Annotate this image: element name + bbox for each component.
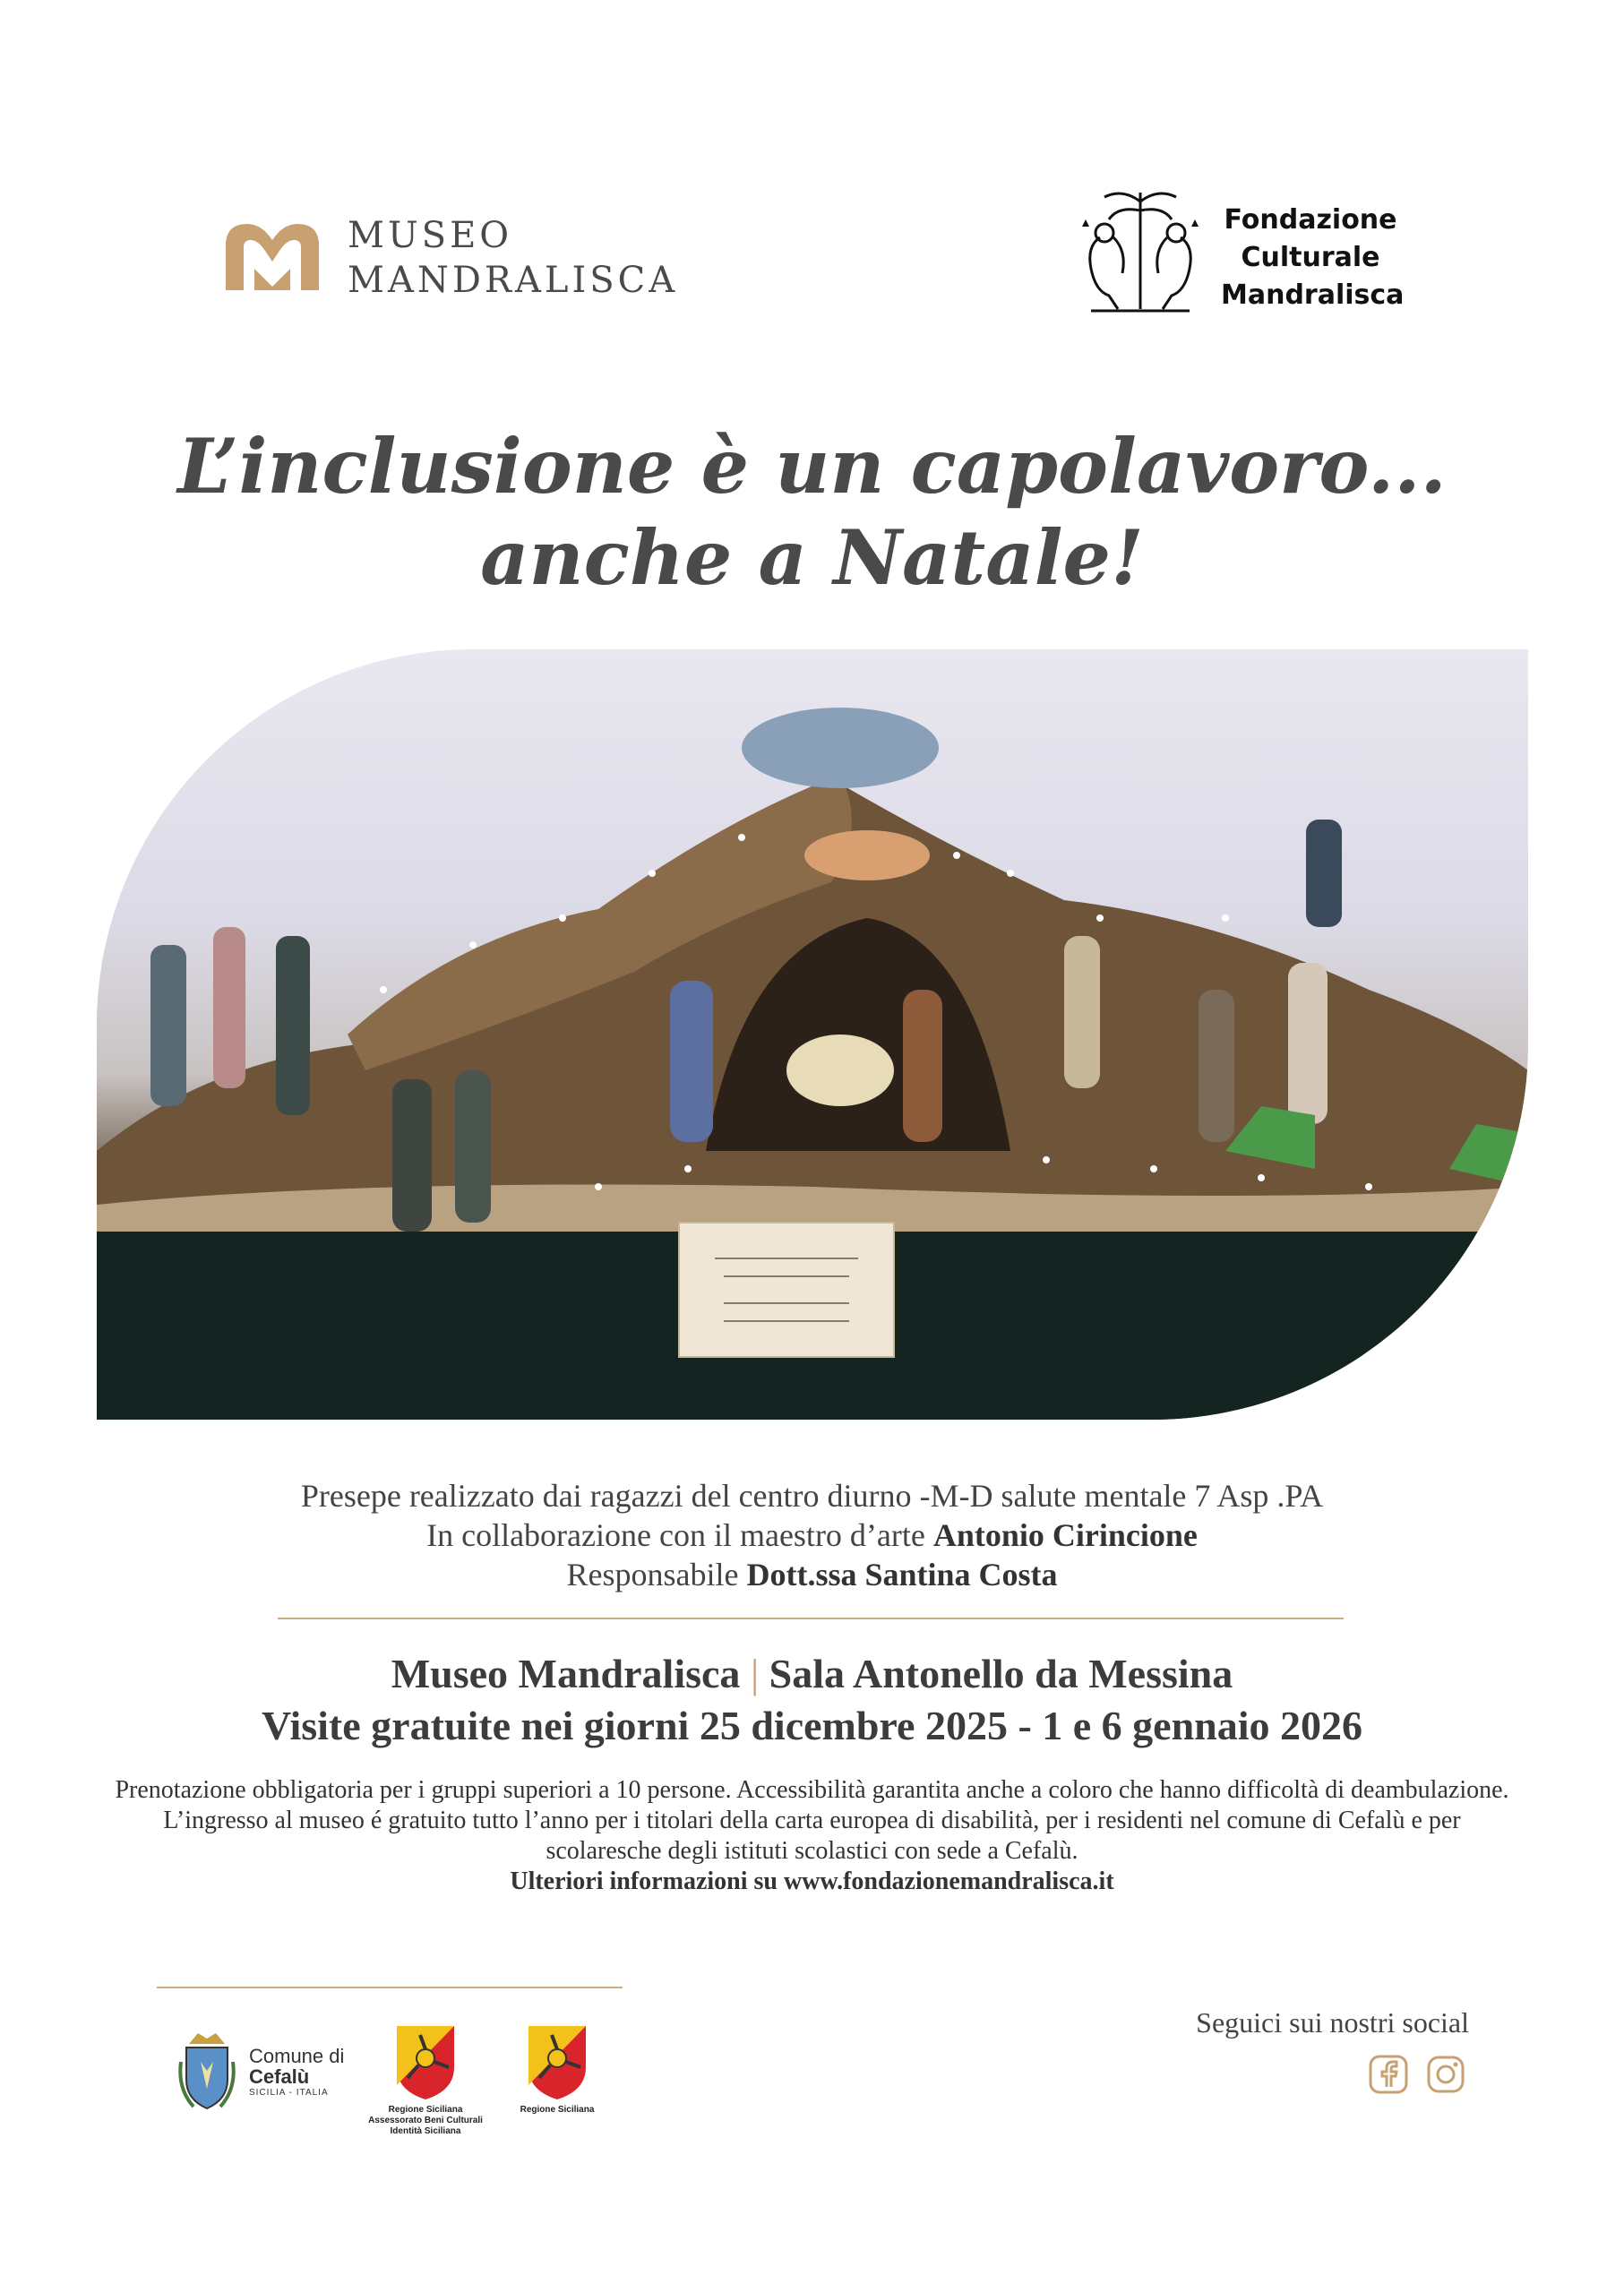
regione1-line2: Assessorato Beni Culturali [368,2116,483,2125]
regione1-line1: Regione Siciliana [388,2105,463,2115]
title-line1: L’inclusione è un capolavoro... [177,422,1447,511]
notes-text: Prenotazione obbligatoria per i gruppi superiori a 10 persone. Accessibilità garantita anche a coloro che hanno difficoltà di deambulazione. L’ingresso al museo é gratuito tutto l’anno per i titolari della carta europea di disabilità, per i residenti nel comune di Cefalù e per scolaresche degli istituti scolastici con sede a Cefalù. [115,1776,1509,1865]
trinacria-shield-icon [393,2022,458,2101]
cefalu-line3: SICILIA - ITALIA [249,2088,329,2098]
facebook-icon[interactable] [1369,2055,1408,2094]
credits-line2 [0,1515,1624,1555]
venue-line [0,1648,1624,1700]
venue-block [0,1648,1624,1752]
nativity-scene-image [97,649,1528,1420]
credits-responsabile-name: Dott.ssa Santina Costa [746,1557,1058,1592]
social-label: Seguici sui nostri social [1196,2006,1469,2039]
title-line2: anche a Natale! [480,513,1144,602]
fondazione-line3: Mandralisca [1221,279,1405,311]
page-title [0,421,1624,604]
credits-block [0,1476,1624,1594]
museo-m-logo-icon [222,220,322,290]
cefalu-coat-of-arms-icon [176,2026,238,2116]
museo-mandralisca-logo [222,213,688,303]
footer-divider [157,1987,623,1988]
cefalu-line1: Comune di [249,2045,345,2067]
venue-room: Sala Antonello da Messina [769,1651,1233,1696]
museo-logo-line2: MANDRALISCA [348,260,679,301]
regione2-label: Regione Siciliana [520,2105,595,2115]
museo-logo-line1: MUSEO [348,215,513,256]
credits-line3 [0,1555,1624,1594]
credits-maestro-name: Antonio Cirincione [932,1517,1198,1553]
venue-separator: | [750,1651,760,1696]
fondazione-logo [1073,184,1431,327]
more-info-link[interactable]: Ulteriori informazioni su www.fondazionemandralisca.it [510,1867,1114,1895]
fondazione-line1: Fondazione [1224,204,1397,236]
instagram-icon[interactable] [1426,2055,1465,2094]
notes-block [107,1775,1517,1897]
regione-assessorato-logo [358,2022,493,2137]
comune-cefalu-logo [176,2026,364,2116]
trinacria-shield-icon [525,2022,589,2101]
divider [278,1618,1344,1619]
nativity-photo [97,649,1528,1420]
credits-line2-prefix: In collaborazione con il maestro d’arte [426,1517,933,1553]
fondazione-crest-icon [1073,184,1207,318]
regione1-line3: Identità Siciliana [390,2126,461,2136]
credits-line3-prefix: Responsabile [566,1557,747,1592]
regione-siciliana-logo [503,2022,611,2116]
venue-dates: Visite gratuite nei giorni 25 dicembre 2025 - 1 e 6 gennaio 2026 [261,1703,1363,1748]
fondazione-line2: Culturale [1241,242,1380,273]
cefalu-line2: Cefalù [249,2065,310,2088]
credits-line1: Presepe realizzato dai ragazzi del centro diurno -M-D salute mentale 7 Asp .PA [300,1478,1324,1514]
venue-museum: Museo Mandralisca [391,1651,741,1696]
